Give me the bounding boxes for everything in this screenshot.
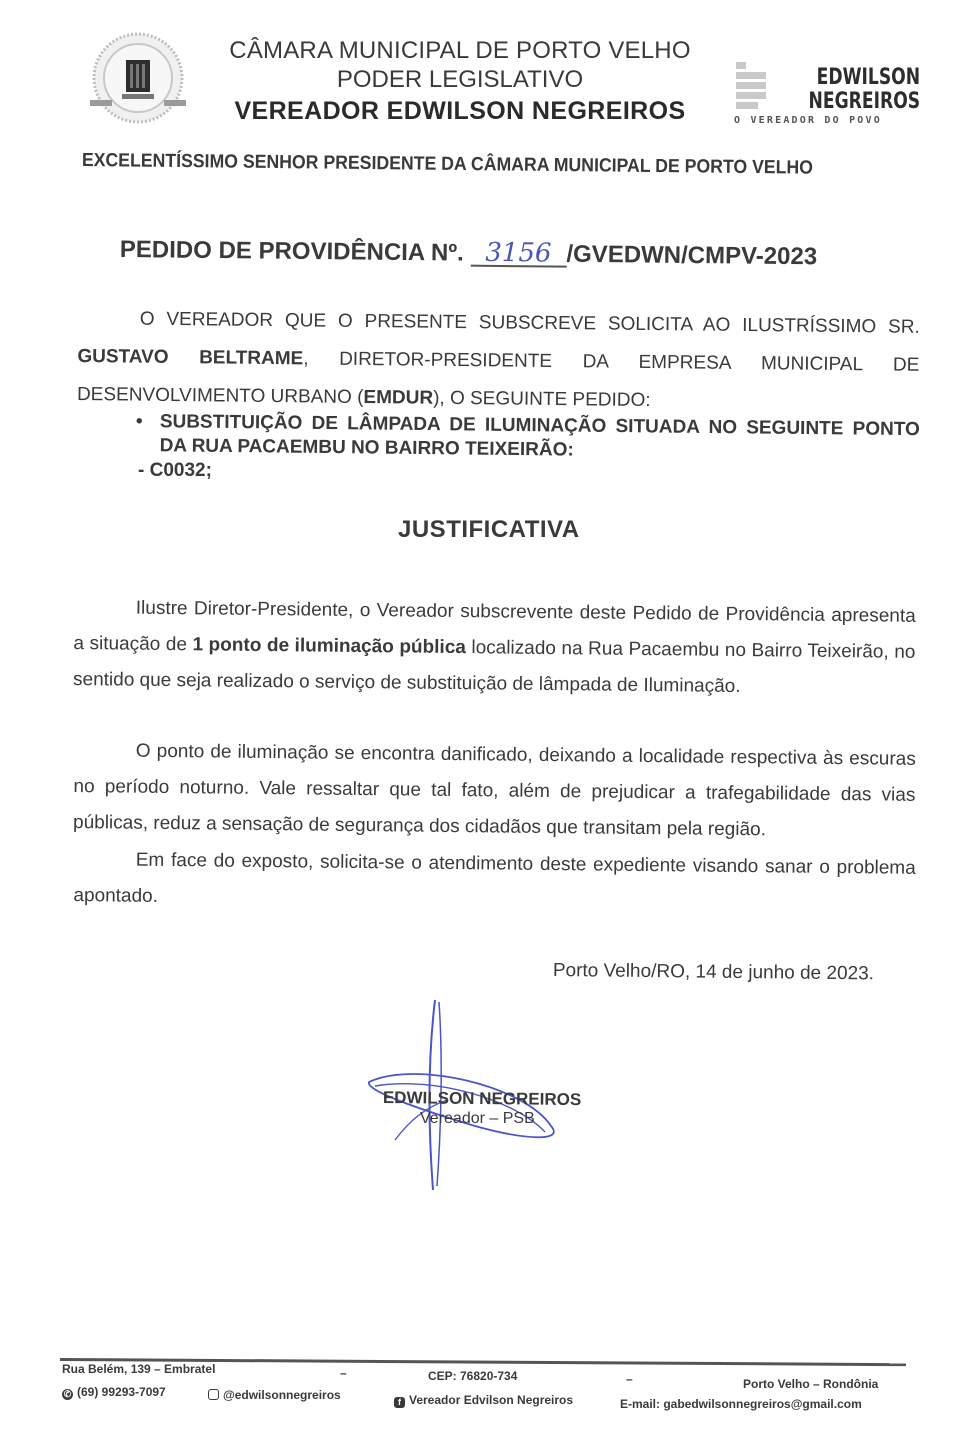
justification-title: JUSTIFICATIVA — [398, 516, 580, 543]
justification-paragraph-1 — [73, 590, 916, 707]
footer-phone — [62, 1385, 166, 1400]
facebook-icon: f — [394, 1397, 405, 1408]
councilor-name: VEREADOR EDWILSON NEGREIROS — [234, 97, 686, 125]
instagram-handle: @edwilsonnegreiros — [223, 1388, 341, 1402]
footer-instagram — [208, 1388, 341, 1402]
facebook-page: Vereador Edvilson Negreiros — [409, 1393, 574, 1407]
brand-name-line1: EDWILSON — [816, 65, 920, 90]
request-suffix: /GVEDWN/CMPV-2023 — [566, 240, 818, 271]
intro-paragraph — [77, 300, 920, 423]
paragraph-text: localizado na Rua Pacaembu no Bairro Teixeirão, no sentido que seja realizado o serviço de substituição de lâmpada de Iluminação. — [72, 637, 916, 697]
brand-slogan: O VEREADOR DO POVO — [734, 115, 882, 126]
footer-city: Porto Velho – Rondônia — [743, 1377, 879, 1391]
footer-cep: CEP: 76820-734 — [428, 1369, 518, 1383]
legislative-power: PODER LEGISLATIVO — [336, 66, 584, 93]
footer-facebook — [394, 1393, 573, 1408]
request-item — [135, 410, 919, 466]
intro-text: O VEREADOR QUE O PRESENTE SUBSCREVE SOLICITA AO ILUSTRÍSSIMO SR. — [139, 308, 920, 338]
signer-name: EDWILSON NEGREIROS — [382, 1088, 582, 1110]
request-item-text: SUBSTITUIÇÃO DE LÂMPADA DE ILUMINAÇÃO SITUADA NO SEGUINTE PONTO DA RUA PACAEMBU NO BAIRRO TEIXEIRÃO: — [159, 411, 920, 461]
city-council-seal-icon — [86, 30, 190, 130]
bullet-icon: • — [135, 410, 143, 433]
footer-separator: – — [626, 1372, 633, 1386]
signer-role: Vereador – PSB — [420, 1110, 535, 1127]
council-name: CÂMARA MUNICIPAL DE PORTO VELHO — [229, 37, 691, 64]
footer-separator: – — [340, 1366, 347, 1380]
justification-paragraph-2: O ponto de iluminação se encontra danificado, deixando a localidade respectiva às escuras no período noturno. Vale ressaltar que tal fato, além de prejudicar a trafegabilidade das vias públicas, reduz a sensação de segurança dos cidadãos que transitam pela região. — [72, 740, 916, 841]
date-line: Porto Velho/RO, 14 de junho de 2023. — [552, 960, 875, 985]
light-point-code: - C0032; — [138, 460, 212, 481]
intro-text: , DIRETOR-PRESIDENTE DA EMPRESA MUNICIPAL DE DESENVOLVIMENTO URBANO ( — [76, 348, 920, 408]
footer-email: E-mail: gabedwilsonnegreiros@gmail.com — [620, 1397, 862, 1411]
letterhead-title — [200, 36, 720, 128]
brand-name-line2: NEGREIROS — [808, 89, 920, 114]
phone-number: (69) 99293-7097 — [77, 1385, 166, 1399]
justification-paragraph-3: Em face do exposto, solicita-se o atendimento deste expediente visando sanar o problema apontado. — [73, 849, 916, 907]
paragraph-highlight: 1 ponto de iluminação pública — [192, 634, 466, 659]
whatsapp-icon: ✆ — [63, 1389, 72, 1399]
org-acronym: EMDUR — [363, 386, 434, 409]
intro-text: ), O SEGUINTE PEDIDO: — [433, 387, 651, 412]
paragraph-text: Ilustre Diretor-Presidente, o Vereador subscrevente deste Pedido de Providência apresenta a situação de — [73, 597, 916, 656]
footer-address: Rua Belém, 139 – Embratel — [62, 1362, 216, 1376]
brand-bars-icon — [736, 62, 766, 112]
request-title — [120, 236, 818, 271]
request-prefix: PEDIDO DE PROVIDÊNCIA Nº. — [119, 236, 464, 267]
request-number-handwritten: 3156 — [470, 241, 566, 268]
addressee: EXCELENTÍSSIMO SENHOR PRESIDENTE DA CÂMARA MUNICIPAL DE PORTO VELHO — [81, 150, 814, 179]
brand-name — [808, 66, 920, 114]
brand-logo — [734, 60, 934, 132]
director-name: GUSTAVO BELTRAME — [77, 345, 304, 370]
instagram-icon — [208, 1389, 219, 1400]
